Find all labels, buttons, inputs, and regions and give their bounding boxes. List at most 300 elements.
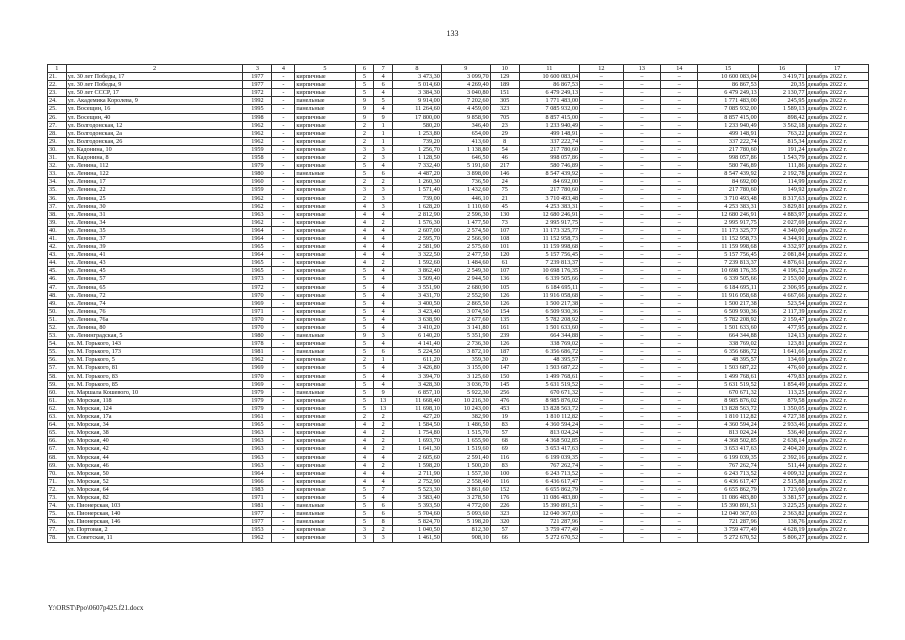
table-cell: 3 074,50 — [441, 307, 490, 315]
table-row — [48, 162, 869, 170]
table-cell: - — [272, 421, 295, 429]
table-cell: 5 198,20 — [441, 518, 490, 526]
table-cell: – — [623, 502, 660, 510]
table-cell: 3 — [374, 186, 393, 194]
table-cell: 5 — [355, 162, 374, 170]
table-cell: 22. — [48, 81, 67, 89]
table-cell: 154 — [490, 307, 519, 315]
table-cell: панельные — [295, 105, 355, 113]
table-cell: 2 — [355, 413, 374, 421]
table-cell: – — [623, 186, 660, 194]
table-cell: 4 — [355, 218, 374, 226]
table-cell: 359,30 — [441, 356, 490, 364]
table-cell: 4 — [374, 275, 393, 283]
table-cell: 1 557,30 — [441, 469, 490, 477]
table-cell: 39. — [48, 218, 67, 226]
table-cell: 6 — [374, 510, 393, 518]
table-cell: 6 199 039,35 — [519, 453, 579, 461]
table-cell: кирпичные — [295, 275, 355, 283]
table-row — [48, 267, 869, 275]
table-cell: 52. — [48, 324, 67, 332]
table-cell: 28. — [48, 129, 67, 137]
table-cell: 55. — [48, 348, 67, 356]
table-cell: 72. — [48, 485, 67, 493]
table-cell: 9 858,90 — [441, 113, 490, 121]
table-cell: 5 — [355, 267, 374, 275]
table-cell: 1 499 768,61 — [698, 372, 758, 380]
table-cell: 58. — [48, 372, 67, 380]
table-cell: кирпичные — [295, 485, 355, 493]
table-cell: - — [272, 324, 295, 332]
table-cell: ул. Ленинградская, 5 — [66, 332, 243, 340]
table-cell: 1977 — [243, 73, 272, 81]
column-header: 13 — [623, 65, 660, 73]
table-row — [48, 170, 869, 178]
table-cell: 4 — [374, 283, 393, 291]
table-cell: кирпичные — [295, 186, 355, 194]
table-cell: – — [623, 267, 660, 275]
table-cell: – — [661, 372, 698, 380]
table-cell: – — [580, 186, 624, 194]
table-cell: 21. — [48, 73, 67, 81]
table-cell: – — [661, 267, 698, 275]
table-cell: 1 592,60 — [392, 259, 441, 267]
table-cell: 670 671,32 — [698, 388, 758, 396]
header-row — [48, 65, 869, 73]
table-cell: ул. Морская, 44 — [66, 453, 243, 461]
table-cell: 1964 — [243, 469, 272, 477]
table-cell: 5 — [355, 283, 374, 291]
table-row — [48, 186, 869, 194]
table-cell: – — [661, 291, 698, 299]
table-cell: 130 — [490, 210, 519, 218]
table-cell: – — [623, 194, 660, 202]
column-header: 16 — [758, 65, 806, 73]
table-cell: – — [623, 243, 660, 251]
table-cell: ул. Морская, 42 — [66, 445, 243, 453]
column-header: 11 — [519, 65, 579, 73]
table-cell: 11 916 058,68 — [519, 291, 579, 299]
table-cell: 1979 — [243, 396, 272, 404]
table-cell: 1 500 217,38 — [519, 299, 579, 307]
table-cell: 2 — [355, 154, 374, 162]
table-row — [48, 388, 869, 396]
table-cell: – — [623, 364, 660, 372]
table-cell: 10 216,30 — [441, 396, 490, 404]
table-cell: 908,10 — [441, 534, 490, 542]
table-cell: – — [580, 243, 624, 251]
table-cell: 9 — [374, 113, 393, 121]
table-cell: 1979 — [243, 162, 272, 170]
table-cell: 6 140,20 — [392, 332, 441, 340]
table-cell: – — [580, 502, 624, 510]
table-cell: 1 500 217,38 — [698, 299, 758, 307]
table-cell: – — [580, 421, 624, 429]
table-cell: 54 — [490, 145, 519, 153]
table-cell: кирпичные — [295, 299, 355, 307]
table-cell: 4 — [355, 421, 374, 429]
table-cell: 4 — [374, 162, 393, 170]
table-cell: 1 233 940,49 — [519, 121, 579, 129]
table-cell: декабрь 2022 г. — [806, 121, 868, 129]
table-cell: 523,54 — [758, 299, 806, 307]
table-cell: 1979 — [243, 404, 272, 412]
table-cell: кирпичные — [295, 534, 355, 542]
table-cell: 11 698,10 — [392, 404, 441, 412]
table-cell: 187 — [490, 348, 519, 356]
table-cell: 2 — [355, 129, 374, 137]
table-cell: 5 806,27 — [758, 534, 806, 542]
table-row — [48, 534, 869, 542]
table-cell: кирпичные — [295, 251, 355, 259]
table-row — [48, 307, 869, 315]
table-cell: 1972 — [243, 283, 272, 291]
table-cell: 136 — [490, 275, 519, 283]
table-cell: – — [623, 510, 660, 518]
table-row — [48, 364, 869, 372]
table-cell: 64. — [48, 421, 67, 429]
table-cell: – — [580, 267, 624, 275]
table-cell: декабрь 2022 г. — [806, 73, 868, 81]
table-cell: 3 125,60 — [441, 372, 490, 380]
table-cell: 2 933,46 — [758, 421, 806, 429]
table-cell: ул. Ленина, 45 — [66, 267, 243, 275]
table-cell: 51. — [48, 315, 67, 323]
table-cell: – — [661, 202, 698, 210]
table-cell: – — [580, 453, 624, 461]
table-cell: 13 — [374, 396, 393, 404]
table-cell: 63. — [48, 413, 67, 421]
table-row — [48, 340, 869, 348]
table-cell: – — [580, 518, 624, 526]
table-cell: 1980 — [243, 170, 272, 178]
table-cell: – — [623, 534, 660, 542]
table-cell: 67. — [48, 445, 67, 453]
table-cell: 2 711,90 — [392, 469, 441, 477]
table-cell: 6 — [374, 502, 393, 510]
table-cell: 2 363,82 — [758, 510, 806, 518]
table-cell: – — [661, 356, 698, 364]
table-cell: - — [272, 170, 295, 178]
table-cell: 4 459,00 — [441, 105, 490, 113]
table-cell: 4 — [374, 324, 393, 332]
table-cell: – — [661, 178, 698, 186]
table-cell: – — [580, 113, 624, 121]
table-cell: ул. Пионерская, 146 — [66, 518, 243, 526]
table-cell: 75. — [48, 510, 67, 518]
table-cell: 11 086 483,80 — [698, 493, 758, 501]
table-cell: – — [661, 299, 698, 307]
table-cell: 2 607,00 — [392, 226, 441, 234]
table-cell: 4 253 383,31 — [698, 202, 758, 210]
table-cell: кирпичные — [295, 178, 355, 186]
table-cell: 1979 — [243, 388, 272, 396]
table-cell: – — [580, 307, 624, 315]
table-cell: ул. Пионерская, 103 — [66, 502, 243, 510]
table-cell: ул. Ленина, 31 — [66, 210, 243, 218]
table-cell: 5 782 208,92 — [519, 315, 579, 323]
table-cell: - — [272, 396, 295, 404]
table-cell: ул. Советская, 11 — [66, 534, 243, 542]
table-cell: 2 944,50 — [441, 275, 490, 283]
table-cell: 217 780,60 — [519, 145, 579, 153]
table-cell: 1 256,70 — [392, 145, 441, 153]
table-cell: 10 243,00 — [441, 404, 490, 412]
table-cell: - — [272, 445, 295, 453]
table-cell: 4 — [374, 307, 393, 315]
table-cell: кирпичные — [295, 194, 355, 202]
table-cell: – — [623, 129, 660, 137]
column-header: 6 — [355, 65, 374, 73]
table-cell: 2 192,78 — [758, 170, 806, 178]
table-cell: 1 040,50 — [392, 526, 441, 534]
table-cell: 4 — [355, 210, 374, 218]
table-cell: 217 780,60 — [519, 186, 579, 194]
table-cell: 217 — [490, 162, 519, 170]
table-cell: декабрь 2022 г. — [806, 283, 868, 291]
table-row — [48, 469, 869, 477]
table-cell: 5 — [355, 372, 374, 380]
table-cell: - — [272, 348, 295, 356]
table-cell: 879,58 — [758, 396, 806, 404]
table-cell: декабрь 2022 г. — [806, 526, 868, 534]
table-cell: – — [623, 291, 660, 299]
table-cell: 337 222,74 — [698, 137, 758, 145]
table-cell: 9 — [374, 388, 393, 396]
table-cell: – — [661, 251, 698, 259]
table-cell: 1 260,30 — [392, 178, 441, 186]
table-cell: 3 — [374, 145, 393, 153]
table-cell: - — [272, 234, 295, 242]
table-cell: - — [272, 73, 295, 81]
table-cell: кирпичные — [295, 202, 355, 210]
table-cell: 2 812,90 — [392, 210, 441, 218]
table-cell: 1 810 112,82 — [519, 413, 579, 421]
table-cell: 4 368 502,85 — [519, 437, 579, 445]
table-cell: 3 473,30 — [392, 73, 441, 81]
table-cell: 24. — [48, 97, 67, 105]
table-cell: 3 322,50 — [392, 251, 441, 259]
table-cell: 5 782 208,92 — [698, 315, 758, 323]
table-cell: кирпичные — [295, 145, 355, 153]
table-cell: кирпичные — [295, 315, 355, 323]
table-cell: 116 — [490, 453, 519, 461]
table-cell: 4 — [374, 291, 393, 299]
table-cell: 48 395,57 — [519, 356, 579, 364]
table-cell: 4 — [374, 453, 393, 461]
table-cell: 1 515,70 — [441, 429, 490, 437]
table-cell: 9 — [355, 113, 374, 121]
table-cell: 1 723,60 — [758, 485, 806, 493]
table-cell: – — [580, 493, 624, 501]
table-cell: кирпичные — [295, 526, 355, 534]
table-cell: 11 264,60 — [392, 105, 441, 113]
table-cell: – — [661, 259, 698, 267]
table-cell: – — [661, 89, 698, 97]
table-cell: – — [623, 324, 660, 332]
table-cell: – — [580, 461, 624, 469]
table-cell: ул. Морская, 34 — [66, 421, 243, 429]
table-cell: 721 287,96 — [519, 518, 579, 526]
table-cell: 5 — [355, 485, 374, 493]
table-cell: 8 547 439,92 — [519, 170, 579, 178]
table-cell: 138,76 — [758, 518, 806, 526]
column-header: 9 — [441, 65, 490, 73]
table-cell: 4 — [374, 226, 393, 234]
table-cell: 2 677,60 — [441, 315, 490, 323]
table-cell: 1 461,50 — [392, 534, 441, 542]
table-cell: 5 — [374, 97, 393, 105]
table-cell: 1983 — [243, 485, 272, 493]
table-row — [48, 145, 869, 153]
table-cell: – — [661, 404, 698, 412]
table-cell: 4 — [374, 340, 393, 348]
table-cell: 2 153,00 — [758, 275, 806, 283]
table-cell: 4 — [374, 73, 393, 81]
table-cell: 1 628,20 — [392, 202, 441, 210]
table-cell: 1 110,60 — [441, 202, 490, 210]
table-cell: - — [272, 89, 295, 97]
table-cell: 998 057,86 — [519, 154, 579, 162]
table-cell: 4 — [374, 315, 393, 323]
table-cell: – — [580, 404, 624, 412]
table-cell: панельные — [295, 332, 355, 340]
table-cell: 5 — [355, 307, 374, 315]
table-cell: 3 410,20 — [392, 324, 441, 332]
table-cell: 1 — [374, 129, 393, 137]
table-cell: – — [623, 380, 660, 388]
table-row — [48, 461, 869, 469]
table-cell: 4 — [374, 299, 393, 307]
table-cell: 2 595,70 — [392, 234, 441, 242]
table-cell: 30. — [48, 145, 67, 153]
table-cell: 536,40 — [758, 429, 806, 437]
table-cell: 2 081,84 — [758, 251, 806, 259]
table-cell: – — [661, 518, 698, 526]
table-cell: кирпичные — [295, 113, 355, 121]
table-row — [48, 396, 869, 404]
table-cell: декабрь 2022 г. — [806, 437, 868, 445]
table-cell: 191,24 — [758, 145, 806, 153]
table-cell: 1970 — [243, 372, 272, 380]
buildings-table — [47, 64, 869, 543]
table-cell: 3 419,71 — [758, 73, 806, 81]
table-cell: – — [661, 97, 698, 105]
table-cell: – — [661, 429, 698, 437]
table-cell: 5 — [355, 340, 374, 348]
table-cell: 1965 — [243, 267, 272, 275]
table-cell: декабрь 2022 г. — [806, 356, 868, 364]
table-cell: панельные — [295, 97, 355, 105]
table-cell: 57 — [490, 429, 519, 437]
table-cell: 8 — [374, 518, 393, 526]
table-cell: 11 916 058,68 — [698, 291, 758, 299]
table-cell: 78. — [48, 534, 67, 542]
table-cell: 1977 — [243, 518, 272, 526]
table-cell: 5 351,90 — [441, 332, 490, 340]
table-cell: 3 400,50 — [392, 299, 441, 307]
table-cell: – — [661, 493, 698, 501]
table-cell: 60. — [48, 388, 67, 396]
table-cell: – — [580, 259, 624, 267]
table-cell: ул. Морская, 50 — [66, 469, 243, 477]
table-cell: 446,10 — [441, 194, 490, 202]
table-cell: кирпичные — [295, 137, 355, 145]
table-cell: 3 036,70 — [441, 380, 490, 388]
table-cell: 2 736,30 — [441, 340, 490, 348]
table-cell: – — [661, 226, 698, 234]
table-cell: 1970 — [243, 291, 272, 299]
table-cell: – — [623, 234, 660, 242]
table-cell: 2 995 917,75 — [519, 218, 579, 226]
table-cell: 5 824,70 — [392, 518, 441, 526]
table-cell: ул. Ленина, 41 — [66, 251, 243, 259]
table-cell: кирпичные — [295, 226, 355, 234]
table-cell: - — [272, 332, 295, 340]
table-cell: 3 829,81 — [758, 202, 806, 210]
table-cell: 320 — [490, 518, 519, 526]
table-cell: кирпичные — [295, 421, 355, 429]
table-cell: ул. Морская, 40 — [66, 437, 243, 445]
table-cell: – — [580, 73, 624, 81]
table-cell: 1 138,80 — [441, 145, 490, 153]
table-cell: панельные — [295, 510, 355, 518]
table-cell: декабрь 2022 г. — [806, 81, 868, 89]
table-cell: 42. — [48, 243, 67, 251]
table-cell: 5 — [355, 388, 374, 396]
table-cell: – — [580, 315, 624, 323]
table-cell: 2 995 917,75 — [698, 218, 758, 226]
table-cell: - — [272, 429, 295, 437]
table-cell: – — [661, 73, 698, 81]
table-cell: 8 — [490, 137, 519, 145]
table-cell: кирпичные — [295, 291, 355, 299]
table-cell: 5 704,60 — [392, 510, 441, 518]
column-header: 14 — [661, 65, 698, 73]
table-cell: 4 — [374, 234, 393, 242]
table-cell: 1 — [374, 356, 393, 364]
table-cell: 3 872,10 — [441, 348, 490, 356]
table-cell: 5 — [355, 315, 374, 323]
table-cell: декабрь 2022 г. — [806, 332, 868, 340]
table-cell: 256 — [490, 388, 519, 396]
table-cell: 150 — [490, 372, 519, 380]
table-row — [48, 380, 869, 388]
table-cell: 46 — [490, 154, 519, 162]
table-cell: - — [272, 186, 295, 194]
table-cell: декабрь 2022 г. — [806, 129, 868, 137]
table-cell: – — [661, 137, 698, 145]
table-cell: ул. Морская, 64 — [66, 485, 243, 493]
table-cell: кирпичные — [295, 307, 355, 315]
table-cell: 84 692,00 — [519, 178, 579, 186]
table-cell: 7 — [374, 485, 393, 493]
table-cell: 2 392,16 — [758, 453, 806, 461]
table-row — [48, 332, 869, 340]
table-cell: 2 027,69 — [758, 218, 806, 226]
table-cell: 6 — [374, 170, 393, 178]
table-cell: кирпичные — [295, 469, 355, 477]
table-row — [48, 477, 869, 485]
table-cell: 5 — [355, 324, 374, 332]
table-cell: 9 — [355, 105, 374, 113]
table-cell: 1 576,30 — [392, 218, 441, 226]
table-cell: – — [580, 485, 624, 493]
table-cell: - — [272, 469, 295, 477]
table-cell: 100 — [490, 469, 519, 477]
table-cell: 1969 — [243, 299, 272, 307]
table-row — [48, 226, 869, 234]
